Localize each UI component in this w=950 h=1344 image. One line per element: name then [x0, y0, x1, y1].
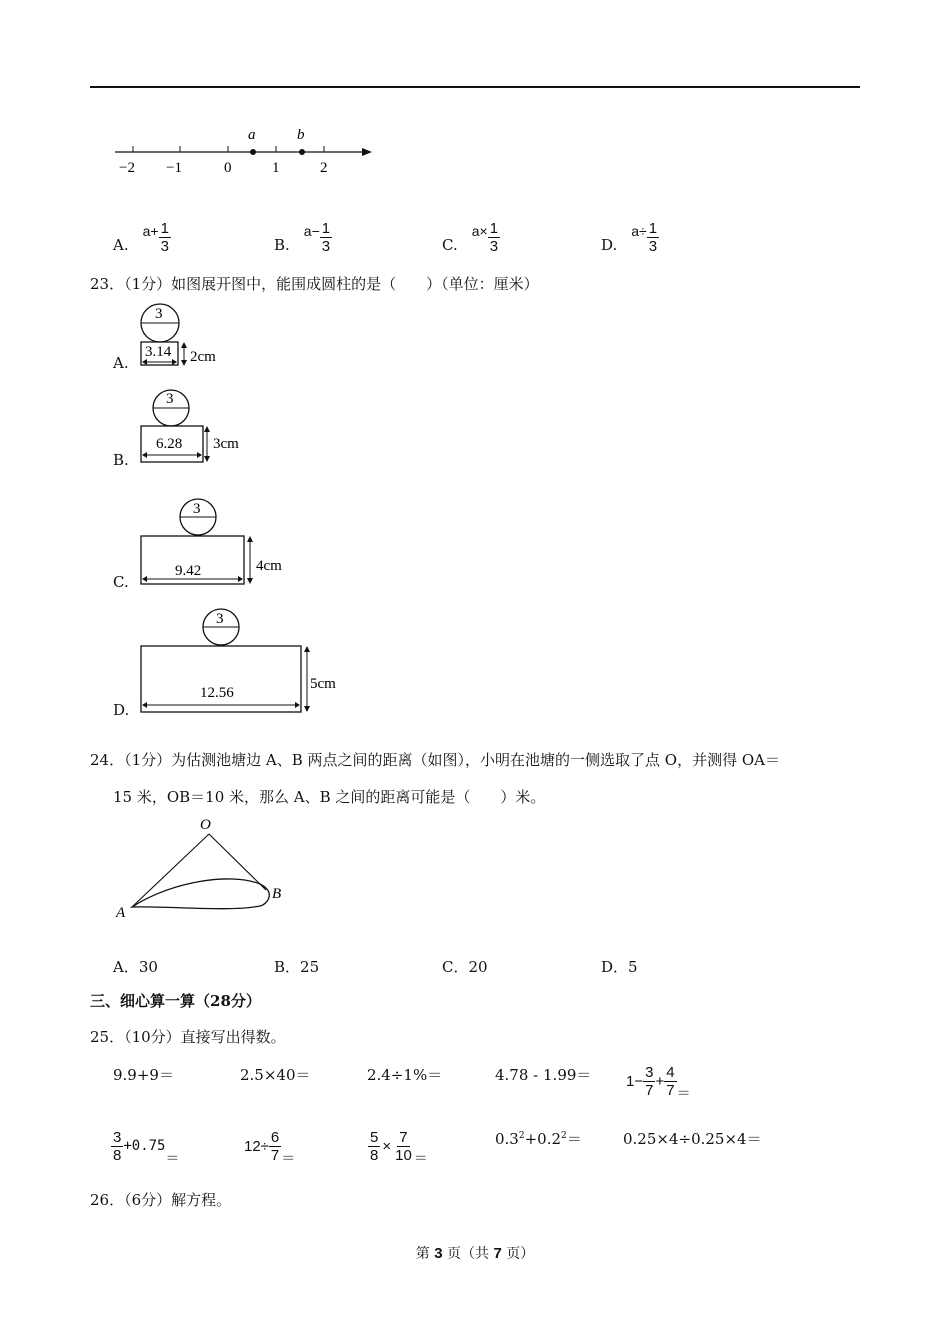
side-rectangle [141, 646, 301, 712]
calc-item: 2.4÷1%＝ [367, 1066, 443, 1084]
point-a [250, 149, 256, 155]
calc-item: 4.78 - 1.99＝ [495, 1066, 592, 1084]
option-letter: B. [274, 236, 290, 254]
q24-option-a[interactable]: A．30 [113, 958, 158, 976]
section-heading: 三、细心算一算（28分） [90, 992, 261, 1010]
label-b: B [272, 886, 282, 902]
label-o: O [200, 817, 211, 833]
svg-text:9.42: 9.42 [175, 563, 202, 579]
option-letter: A. [113, 236, 129, 254]
calc-item: 2.5×40＝ [240, 1066, 311, 1084]
q22-option-d[interactable]: D. a÷ $\frac{1}{3}$ [601, 220, 658, 255]
q24-stem-line1: 24．（1分）为估测池塘边 A、B 两点之间的距离（如图），小明在池塘的一侧选取了点 O，并测得 OA＝ [90, 751, 780, 769]
q23-option-c-letter[interactable]: C. [113, 573, 129, 591]
q24-option-b[interactable]: B．25 [274, 958, 320, 976]
tick-label: 0 [224, 160, 232, 176]
svg-text:3: 3 [166, 391, 174, 407]
q23-option-a-figure[interactable] [138, 302, 238, 374]
calc-item-fraction-sum: 1− $\frac{3}{7}$ + $\frac{4}{7}$ ＝ [626, 1063, 691, 1101]
q23-option-c-figure[interactable] [138, 498, 298, 590]
label-a: A [116, 905, 126, 921]
tick-label: 1 [272, 160, 280, 176]
q24-option-c[interactable]: C．20 [442, 958, 488, 976]
calc-item-squares: $0.3^2+0.2^2=$ [495, 1130, 582, 1148]
calc-item-multiply-fractions: $\frac{5}{8}$ × $\frac{7}{10}$ ＝ [370, 1128, 428, 1166]
label-b: b [297, 127, 305, 143]
q22-option-c[interactable]: C. a× $\frac{1}{3}$ [442, 220, 499, 255]
fraction: $\frac{1}{3}$ [648, 220, 658, 255]
svg-text:12.56: 12.56 [200, 685, 234, 701]
tick-label: −2 [119, 160, 135, 176]
svg-text:4cm: 4cm [256, 558, 282, 574]
label-a: a [248, 127, 256, 143]
calc-item-fraction-decimal: $\frac{3}{8}$ +0.75 ＝ [113, 1128, 180, 1166]
page-footer: 第 3 页（共 7 页） [415, 1245, 535, 1262]
fraction: $\frac{1}{3}$ [321, 220, 331, 255]
pond-shape [132, 879, 269, 909]
calc-item: 9.9+9＝ [113, 1066, 174, 1084]
tick-label: −1 [166, 160, 182, 176]
q22-option-a[interactable]: A. a+ $\frac{1}{3}$ [113, 220, 169, 255]
fraction: $\frac{1}{3}$ [489, 220, 499, 255]
point-b [299, 149, 305, 155]
q25-stem: 25．（10分）直接写出得数。 [90, 1028, 286, 1046]
option-letter: D. [601, 236, 618, 254]
arrow-right-icon [362, 148, 372, 156]
tick-label: 2 [320, 160, 328, 176]
svg-text:6.28: 6.28 [156, 436, 183, 452]
fraction: $\frac{1}{3}$ [160, 220, 169, 255]
svg-text:5cm: 5cm [310, 676, 336, 692]
header-rule [90, 86, 860, 88]
svg-text:2cm: 2cm [190, 349, 216, 365]
calc-item: 0.25×4÷0.25×4＝ [623, 1130, 762, 1148]
q23-option-d-figure[interactable] [138, 608, 348, 718]
q26-stem: 26．（6分）解方程。 [90, 1191, 232, 1209]
q23-option-b-letter[interactable]: B. [113, 451, 129, 469]
option-letter: C. [442, 236, 458, 254]
q22-option-b[interactable]: B. a− $\frac{1}{3}$ [274, 220, 331, 255]
svg-text:3cm: 3cm [213, 436, 239, 452]
pond-figure [110, 812, 310, 927]
q23-option-b-figure[interactable] [138, 388, 258, 468]
q23-stem: 23．（1分）如图展开图中，能围成圆柱的是（ ）（单位：厘米） [90, 275, 539, 293]
number-line [110, 122, 380, 182]
q24-stem-line2: 15 米，OB＝10 米，那么 A、B 之间的距离可能是（ ）米。 [113, 788, 546, 806]
svg-text:3: 3 [216, 611, 224, 627]
svg-text:3: 3 [193, 501, 201, 517]
q23-option-d-letter[interactable]: D. [113, 701, 130, 719]
svg-text:3: 3 [155, 306, 163, 322]
q24-option-d[interactable]: D．5 [601, 958, 638, 976]
q23-option-a-letter[interactable]: A. [113, 354, 129, 372]
calc-item-divide-fraction: 12÷ $\frac{6}{7}$ ＝ [244, 1128, 296, 1166]
svg-text:3.14: 3.14 [145, 344, 172, 360]
